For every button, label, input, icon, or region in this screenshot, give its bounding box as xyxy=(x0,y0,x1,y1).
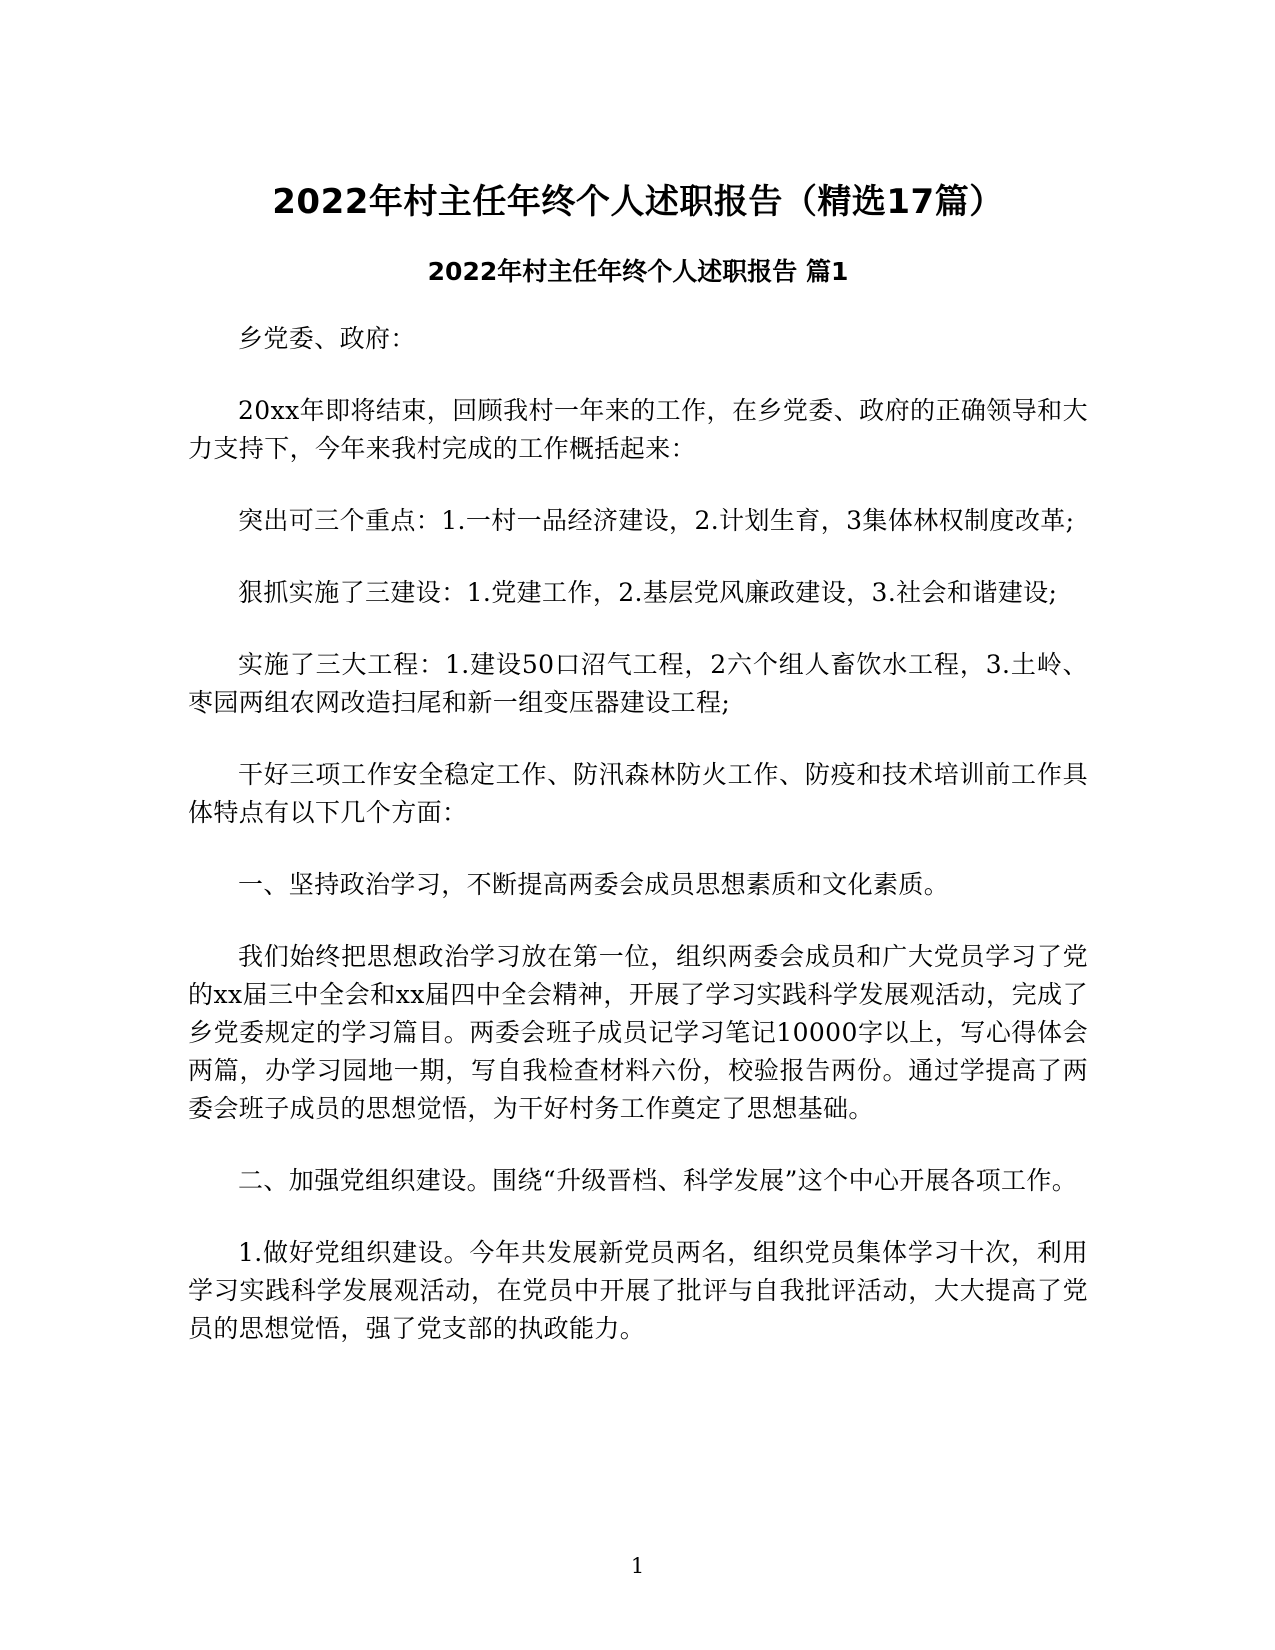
paragraph: 突出可三个重点：1.一村一品经济建设，2.计划生育，3集体林权制度改革; xyxy=(238,506,1075,535)
paragraph: 狠抓实施了三建设：1.党建工作，2.基层党风廉政建设，3.社会和谐建设; xyxy=(238,578,1058,607)
paragraph: 20xx年即将结束，回顾我村一年来的工作，在乡党委、政府的正确领导和大力支持下，今年来我村完成的工作概括起来： xyxy=(188,396,1088,463)
paragraph: 1.做好党组织建设。今年共发展新党员两名，组织党员集体学习十次，利用学习实践科学发展观活动，在党员中开展了批评与自我批评活动，大大提高了党员的思想觉悟，强了党支部的执政能力。 xyxy=(188,1238,1088,1343)
paragraph-heading: 一、坚持政治学习，不断提高两委会成员思想素质和文化素质。 xyxy=(238,870,950,899)
paragraph-heading: 二、加强党组织建设。围绕“升级晋档、科学发展”这个中心开展各项工作。 xyxy=(238,1166,1078,1195)
document-body xyxy=(188,180,1088,1382)
paragraph-list xyxy=(188,320,1088,1348)
paragraph: 我们始终把思想政治学习放在第一位，组织两委会成员和广大党员学习了党的xx届三中全会和xx届四中全会精神，开展了学习实践科学发展观活动，完成了乡党委规定的学习篇目。两委会班子成员记学习笔记10000字以上，写心得体会两篇，办学习园地一期，写自我检查材料六份，校验报告两份。通过学提高了两委会班子成员的思想觉悟，为干好村务工作奠定了思想基础。 xyxy=(188,942,1088,1123)
document-title: 2022年村主任年终个人述职报告（精选17篇） xyxy=(272,182,1004,222)
page-number: 1 xyxy=(630,1554,645,1578)
paragraph: 实施了三大工程：1.建设50口沼气工程，2六个组人畜饮水工程，3.土岭、枣园两组农网改造扫尾和新一组变压器建设工程; xyxy=(188,650,1088,717)
section-heading: 2022年村主任年终个人述职报告 篇1 xyxy=(427,257,849,286)
paragraph-salutation: 乡党委、政府： xyxy=(238,324,416,353)
paragraph: 干好三项工作安全稳定工作、防汛森林防火工作、防疫和技术培训前工作具体特点有以下几个方面： xyxy=(188,760,1088,827)
